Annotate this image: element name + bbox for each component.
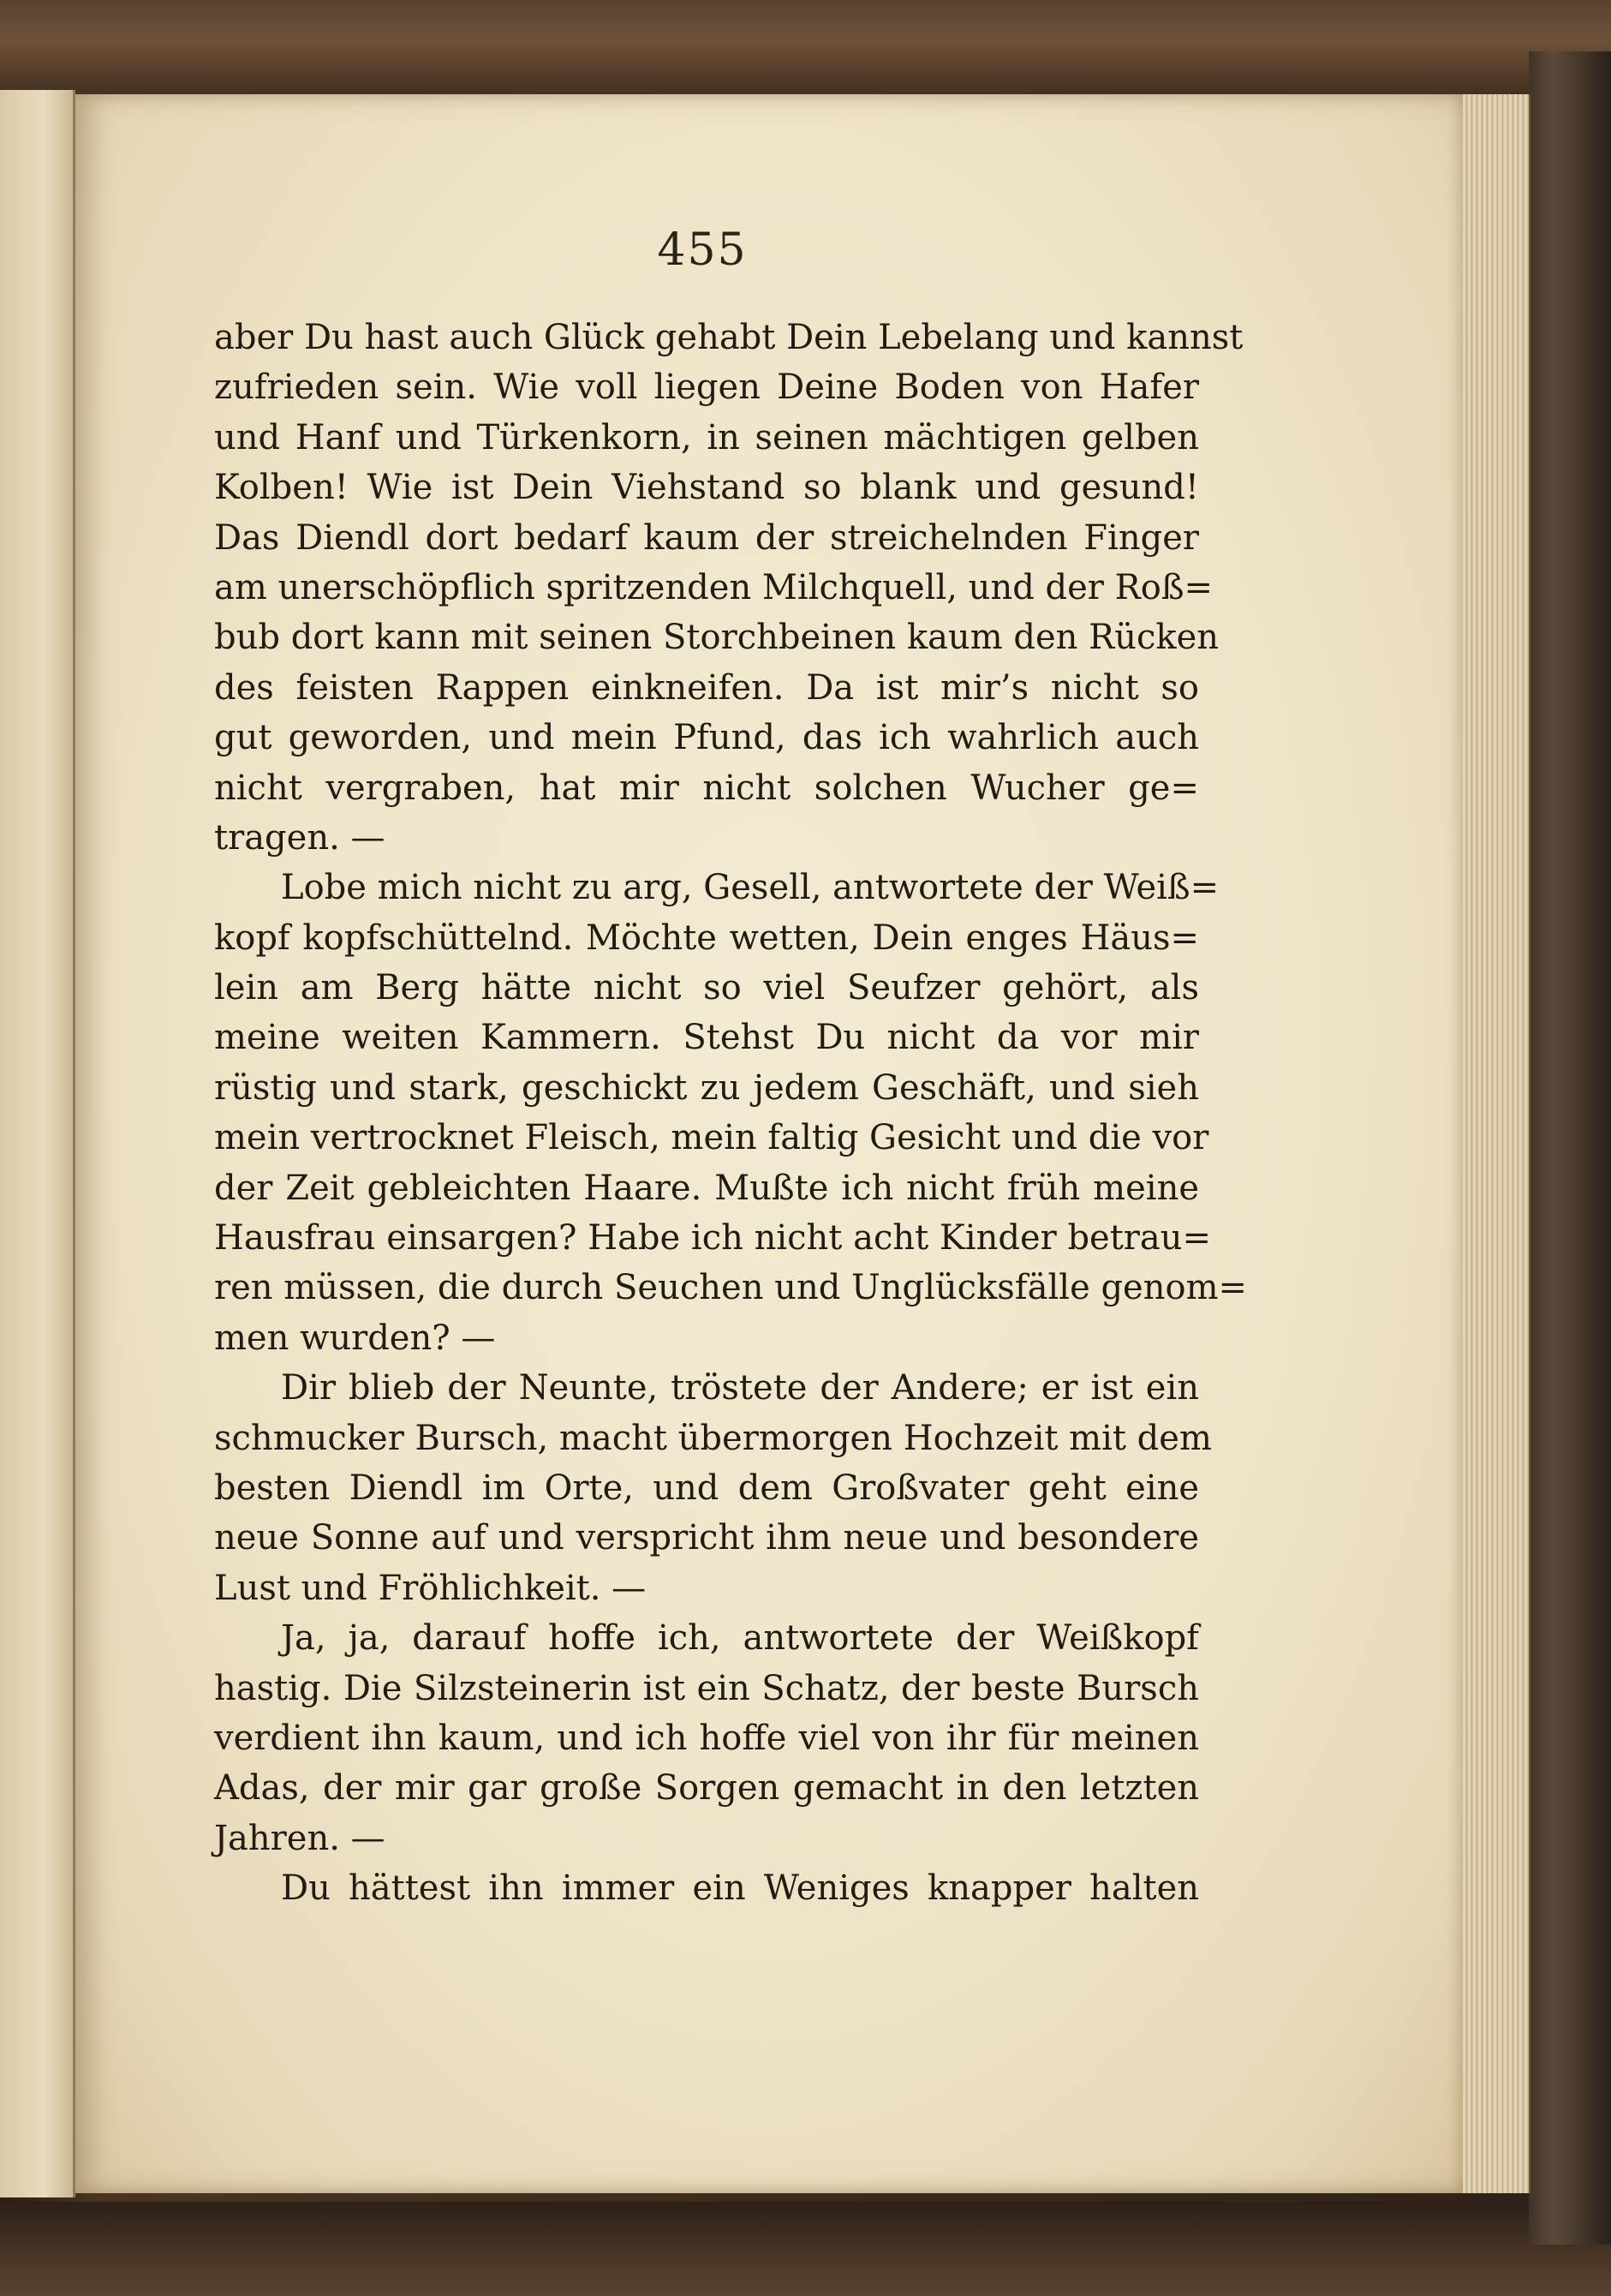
text-line: besten Diendl im Orte, und dem Großvater geht eine [214, 1468, 1199, 1508]
page-text [214, 313, 1248, 1914]
text-line: men wurden? — [214, 1318, 496, 1358]
text-line: meine weiten Kammern. Stehst Du nicht da vor mir [214, 1018, 1199, 1058]
text-line: Du hättest ihn immer ein Weniges knapper halten [281, 1868, 1199, 1909]
text-line: des feisten Rappen einkneifen. Da ist mir’s nicht so [214, 667, 1199, 708]
text-line: nicht vergraben, hat mir nicht solchen Wucher ge= [214, 768, 1199, 808]
text-line: zufrieden sein. Wie voll liegen Deine Boden von Hafer [214, 368, 1199, 408]
text-line: tragen. — [214, 817, 385, 858]
page-number: 455 [657, 224, 748, 276]
text-line: lein am Berg hätte nicht so viel Seufzer gehört, als [214, 968, 1199, 1008]
text-line: der Zeit gebleichten Haare. Mußte ich nicht früh meine [214, 1168, 1199, 1208]
book-cover-bottom [0, 2202, 1611, 2296]
text-line: neue Sonne auf und verspricht ihm neue und besondere [214, 1518, 1199, 1558]
text-line: Lobe mich nicht zu arg, Gesell, antwortete der Weiß= [281, 868, 1220, 908]
text-line: Ja, ja, darauf hoffe ich, antwortete der Weißkopf [281, 1618, 1199, 1659]
text-line: schmucker Bursch, macht übermorgen Hochzeit mit dem [214, 1418, 1212, 1458]
text-line: ren müssen, die durch Seuchen und Unglücksfälle genom= [214, 1268, 1248, 1308]
text-line: am unerschöpflich spritzenden Milchquell, und der Roß= [214, 567, 1214, 607]
text-line: Jahren. — [214, 1818, 385, 1858]
book-cover-top [0, 0, 1611, 103]
text-line: mein vertrocknet Fleisch, mein faltig Gesicht und die vor [214, 1118, 1209, 1158]
book-spine [1529, 51, 1611, 2245]
text-line: hastig. Die Silzsteinerin ist ein Schatz, der beste Bursch [214, 1668, 1199, 1708]
text-line: und Hanf und Türkenkorn, in seinen mächtigen gelben [214, 417, 1199, 457]
facing-page-edge [0, 90, 75, 2197]
text-line: Hausfrau einsargen? Habe ich nicht acht Kinder betrau= [214, 1218, 1212, 1259]
text-line: Lust und Fröhlichkeit. — [214, 1568, 647, 1608]
text-line: Das Diendl dort bedarf kaum der streichelnden Finger [214, 517, 1199, 558]
text-line: Dir blieb der Neunte, tröstete der Andere; er ist ein [281, 1368, 1199, 1408]
text-line: gut geworden, und mein Pfund, das ich wahrlich auch [214, 718, 1199, 758]
text-line: bub dort kann mit seinen Storchbeinen kaum den Rücken [214, 618, 1220, 658]
text-line: Adas, der mir gar große Sorgen gemacht in den letzten [214, 1768, 1199, 1809]
text-line: Kolben! Wie ist Dein Viehstand so blank und gesund! [214, 468, 1199, 508]
text-line: kopf kopfschüttelnd. Möchte wetten, Dein enges Häus= [214, 918, 1199, 958]
text-line: aber Du hast auch Glück gehabt Dein Lebelang und kannst [214, 318, 1244, 357]
text-line: rüstig und stark, geschickt zu jedem Geschäft, und sieh [214, 1067, 1199, 1108]
text-line: verdient ihn kaum, und ich hoffe viel von ihr für meinen [214, 1718, 1199, 1758]
